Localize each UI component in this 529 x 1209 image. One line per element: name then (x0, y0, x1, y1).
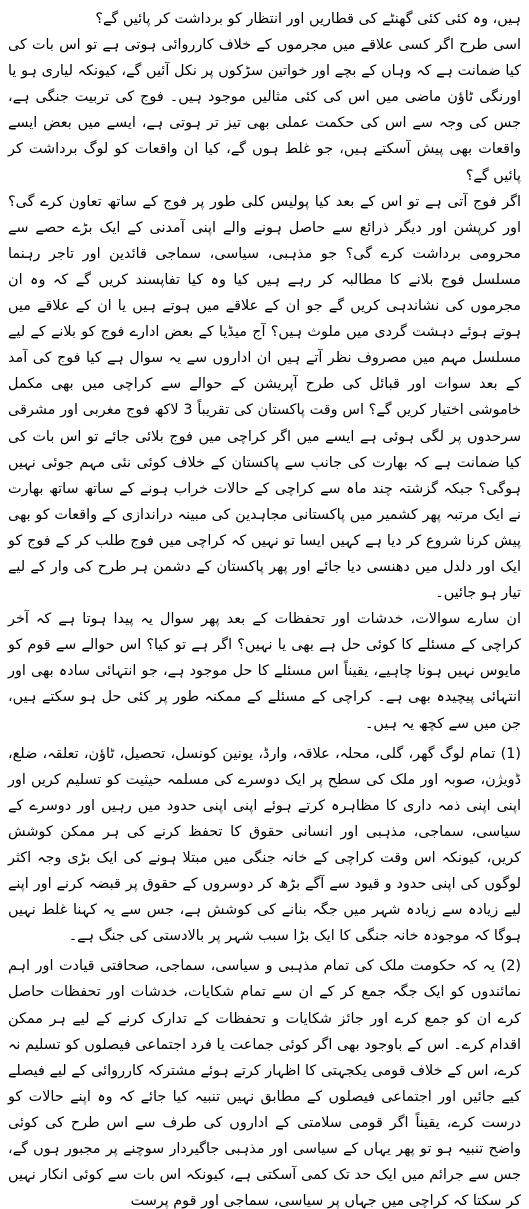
article-paragraph-4: ان سارے سوالات، خدشات اور تحفظات کے بعد پھر سوال یہ پیدا ہوتا ہے کہ آخر کراچی کے مسئلے کا کوئی حل ہے بھی یا نہیں؟ اگر ہے تو کیا؟ اس حوالے سے قوم کو مایوس نہیں ہونا چاہیے، یقیناً اس مسئلے کا حل موجود ہے، جو انتہائی سادہ بھی اور انتہائی پیچیدہ بھی ہے۔ کراچی کے مسئلے کے ممکنہ طور پر کئی حل ہو سکتے ہیں، جن میں سے کچھ یہ ہیں۔ (8, 611, 521, 732)
article-paragraph-2: اسی طرح اگر کسی علاقے میں مجرموں کے خلاف کارروائی ہوتی ہے تو اس بات کی کیا ضمانت ہے کہ وہاں کے بچے اور خواتین سڑکوں پر نکل آئیں گے، کیونکہ لیاری ہو یا اورنگی ٹاؤن ماضی میں اس کی کئی مثالیں موجود ہیں۔ فوج کی تربیت جنگی ہے، جس کی وجہ سے اس کی حکمت عملی بھی تیز تر ہوتی ہے، ایسے میں بعض ایسے واقعات بھی پیش آسکتے ہیں، جو غلط ہوں گے، کیا ان واقعات کو لوگ برداشت کر پائیں گے؟ (8, 37, 521, 184)
article-list-item-2: (2) یہ کہ حکومت ملک کی تمام مذہبی و سیاسی، سماجی، صحافتی قیادت اور اہم نمائندوں کو ایک جگہ جمع کر کے ان سے تمام شکایات، خدشات اور تحفظات حاصل کرے ان کو جمع کرے اور جائز شکایات و تحفظات کے تدارک کرنے کے لیے ہر ممکن اقدام کرے۔ اس کے باوجود بھی اگر کوئی جماعت یا فرد اجتماعی فیصلوں کو تسلیم نہ کرے، اس کے خلاف قومی یکجہتی کا اظہار کرتے ہوئے مشترکہ کارروائی کے لیے فیصلے کیے جائیں اور اجتماعی فیصلوں کے مطابق نہیں تنبیہ کیا جائے کہ وہ اپنے حالات کو درست کرے، یقیناً اگر قومی سلامتی کے اداروں کی طرف سے اس طرح کی کوئی واضح تنبیہ ہو تو پھر یہاں کے سیاسی اور مذہبی جاگیردار سوچنے پر مجبور ہوں گے، جس سے جرائم میں ایک حد تک کمی آسکتی ہے، کیونکہ اس بات سے کوئی انکار نہیں کر سکتا کہ کراچی میں جہاں پر سیاسی، سماجی اور قوم پرست (8, 958, 521, 1209)
article-list-item-1: (1) تمام لوگ گھر، گلی، محلہ، علاقہ، وارڈ، یونین کونسل، تحصیل، ٹاؤن، تعلقہ، ضلع، ڈویژن، صوبہ اور ملک کی سطح پر ایک دوسرے کی مسلمہ حیثیت کو تسلیم کریں اور اپنی اپنی ذمہ داری کا مظاہرہ کرتے ہوئے اپنی اپنی حدود میں رہیں اور دوسرے کے سیاسی، سماجی، مذہبی اور انسانی حقوق کا تحفظ کرنے کی ہر ممکن کوشش کریں، کیونکہ اس وقت کراچی کے خانہ جنگی میں مبتلا ہونے کی ایک بڑی وجہ اکثر لوگوں کی اپنی حدود و قیود سے آگے بڑھ کر دوسروں کے حقوق پر قبضہ کرنے اور اپنے لیے زیادہ سے زیادہ شہر میں جگہ بنانے کی کوشش ہے، جس سے یہ کہنا غلط نہیں ہوگا کہ موجودہ خانہ جنگی کا ایک بڑا سبب شہر پر بالادستی کی جنگ ہے۔ (8, 745, 521, 945)
article-paragraph-1: ہیں، وہ کئی کئی گھنٹے کی قطاریں اور انتظار کو برداشت کر پائیں گے؟ (95, 11, 521, 27)
article-paragraph-3: اگر فوج آتی ہے تو اس کے بعد کیا پولیس کلی طور پر فوج کے ساتھ تعاون کرے گی؟ اور کرپشن اور دیگر ذرائع سے حاصل ہونے والے اپنی آمدنی کے ایک بڑے حصے سے محرومی برداشت کرے گی؟ جو مذہبی، سیاسی، سماجی قائدین اور تاجر رہنما مسلسل فوج بلانے کا مطالبہ کر رہے ہیں کیا وہ کیا تفاپسند کریں گے کہ وہ ان مجرموں کی نشاندہی کریں گے جو ان کے علاقے میں ہوتے ہیں یا ان کے علاقے میں ہوتے ہوئے دہشت گردی میں ملوث ہیں؟ آج میڈیا کے بعض ادارے فوج کو بلانے کے لیے مسلسل مہم میں مصروف نظر آتے ہیں ان اداروں سے یہ سوال ہے کیا فوج کی آمد کے بعد سوات اور قبائل کی طرح آپریشن کے حوالے سے کراچی میں بھی مکمل خاموشی اختیار کریں گے؟ اس وقت پاکستان کی تقریباً 3 لاکھ فوج مغربی اور مشرقی سرحدوں پر لگی ہوئی ہے ایسے میں اگر کراچی میں فوج بلائی جائے تو اس بات کی کیا ضمانت ہے کہ بھارت کی جانب سے پاکستان کے خلاف کوئی نئی مہم جوئی نہیں ہوگی؟ جبکہ گزشتہ چند ماہ سے کراچی کے حالات خراب ہونے کے ساتھ ساتھ بھارت نے ایک مرتبہ پھر کشمیر میں پاکستانی مجاہدین کی مبینہ دراندازی کے واقعات کو بھی پیش کرنا شروع کر دیا ہے کہیں ایسا تو نہیں کہ کراچی میں فوج طلب کر کے فوج کو ایک اور دلدل میں دھنسی دیا جائے اور پھر پاکستان کے دشمن ہر طرح کی وار کے لیے تیار ہو جائیں۔ (8, 193, 521, 602)
